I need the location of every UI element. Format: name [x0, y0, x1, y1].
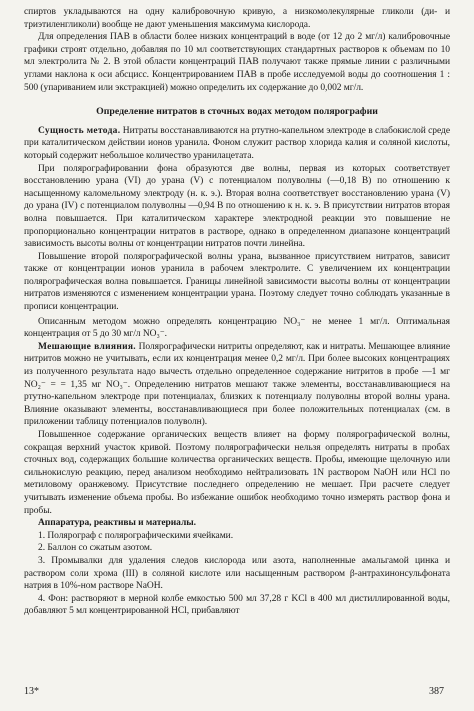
essence-text: Нитраты восстанавливаются на ртутно-капельном электроде в слабокислой среде при каталитическом действии ионов уранила. Фоном служит раствор хлорида калия и соляной кислоты, который содержит небольшое количество уранилацетата.: [24, 125, 450, 161]
list-item: 2. Баллон со сжатым азотом.: [38, 543, 153, 554]
apparatus-heading: Аппаратура, реактивы и материалы.: [38, 518, 196, 529]
method-paragraph: Описанным методом можно определять концентрацию NO₃⁻ не менее 1 мг/л. Оптимальная концентрация от 5 до 30 мг/л NO₃⁻.: [24, 316, 450, 340]
polarography-paragraph: При полярографировании фона образуются две волны, первая из которых соответствует восстановлению урана (VI) до урана (V) с потенциалом полуволны (—0,18 В) по отношению к насыщенному каломельному электроду (н. к. э.). Вторая волна соответствует восстановлению урана (V) до урана (IV) с потенциалом полуволны —0,94 В по отношению к н. к. э. В присутствии нитратов вторая волна повышается. При каталитическом характере электродной реакции это повышение не пропорционально концентрации нитратов в растворе, однако в определенном диапазоне концентраций зависимость высоты волны от концентрации нитратов почти линейна.: [24, 163, 450, 250]
organic-paragraph: Повышенное содержание органических веществ влияет на форму полярографической волны, сокращая верхний участок кривой. Поэтому полярографически нельзя определять нитраты в пробах сточных вод, содержащих большие количества органических веществ. Пробы, имеющие щелочную или сильнокислую реакцию, перед анализом необходимо нейтрализовать 1N раствором NaOH или HCl по метиловому оранжевому. Присутствие последнего определению не мешает. При расчете следует учитывать изменение объема пробы. Во избежание ошибок необходимо точно измерять раствор фона и пробы.: [24, 430, 450, 516]
signature-mark: 13*: [24, 686, 39, 697]
interference-paragraph: [24, 341, 450, 429]
essence-paragraph: [24, 125, 450, 163]
page-number: 387: [429, 686, 444, 697]
list-item: 3. Промывалки для удаления следов кислорода или азота, наполненные амальгамой цинка и раствором соли хрома (III) в соляной кислоте или насыщенным раствором β-антрахинонсульфоната натрия в 10%-ном растворе NaOH.: [24, 555, 450, 592]
interference-lead: Мешающие влияния.: [38, 341, 136, 352]
page-footer: [24, 686, 444, 698]
interference-text: Полярографически нитриты определяют, как и нитраты. Мешающее влияние нитритов можно не учитывать, если их концентрация менее 0,2 мг/л. При более высоких концентрациях из полученного результата надо вычесть отдельно определенное содержание нитритов в пробе —1 мг NO₂⁻ = = 1,35 мг NO₃⁻. Определению нитратов мешают также элементы, восстанавливающиеся на ртутно-капельном электроде при потенциалах, близких к потенциалу полуволны второй волны урана. Влияние оказывают элементы, восстанавливающиеся при более положительных потенциалах (см. в приложении таблицу потенциалов полуволн).: [24, 341, 450, 428]
intro-paragraph: спиртов укладываются на одну калибровочную кривую, а низкомолекулярные гликоли (ди- и триэтиленгликоли) вообще не дают уменьшения максимума кислорода.: [24, 7, 450, 30]
list-item: 4. Фон: растворяют в мерной колбе емкостью 500 мл 37,28 г KCl в 400 мл дистиллированной воды, добавляют 5 мл концентрированной HCl, прибавляют: [24, 593, 450, 617]
section-heading: Определение нитратов в сточных водах методом полярографии: [96, 106, 378, 118]
pav-paragraph: Для определения ПАВ в области более низких концентраций в воде (от 12 до 2 мг/л) калибровочные графики строят отдельно, добавляя по 10 мл соответствующих стандартных растворов к объемам по 10 мл электролита № 2. В этой области концентраций ПАВ получают также прямые линии с различными углами наклона к оси абсцисс. Концентрированием ПАВ в пробе исследуемой воды до соотношения 1 : 500 (упариванием или экстракцией) можно определить их содержание до 0,002 мг/л.: [24, 32, 450, 93]
list-item: 1. Полярограф с полярографическими ячейками.: [38, 530, 234, 541]
apparatus-list: [24, 530, 450, 618]
essence-lead: Сущность метода.: [38, 125, 121, 136]
second-wave-paragraph: Повышение второй полярографической волны урана, вызванное присутствием нитратов, зависит также от концентрации ионов уранила в рабочем электролите. С увеличением их концентрации полярографическая волна повышается. Границы линейной зависимости высоты волны от концентрации нитратов изменяются с изменением концентрации урана. Поэтому следует точно соблюдать указанные в прописи концентрации.: [24, 251, 450, 313]
